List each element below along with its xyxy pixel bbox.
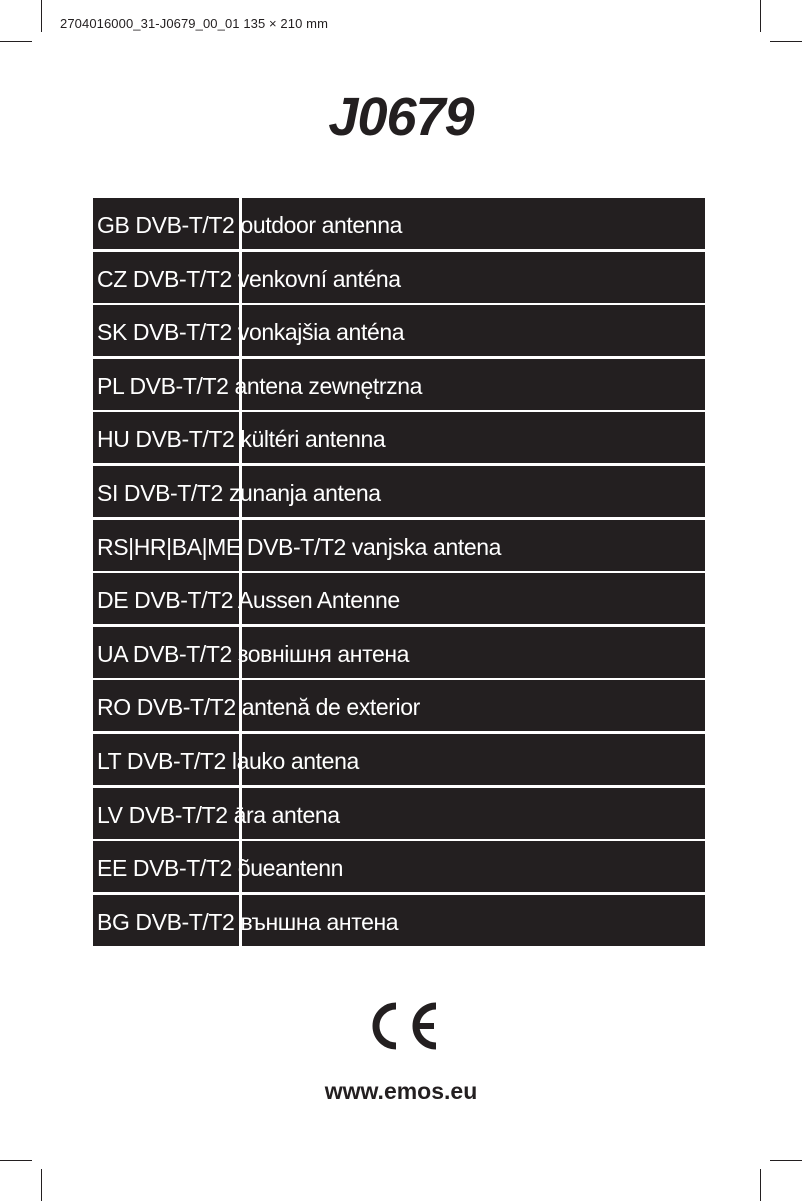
row-text: UA DVB-T/T2 зовнішня антена [97,640,410,667]
row-text: EE DVB-T/T2 õueantenn [97,855,344,882]
crop-mark [770,1160,802,1161]
row-text: SK DVB-T/T2 vonkajšia anténa [97,319,405,346]
table-row [93,680,705,731]
row-text: SI DVB-T/T2 zunanja antena [97,479,381,506]
table-row [93,734,705,785]
row-text: CZ DVB-T/T2 venkovní anténa [97,265,401,292]
row-text: BG DVB-T/T2 външна антена [97,908,399,935]
table-row [93,841,705,892]
crop-mark [770,41,802,42]
crop-mark [0,41,32,42]
product-title: J0679 [328,87,474,147]
table-row [93,788,705,839]
crop-mark [41,1169,42,1201]
ce-mark-icon [362,1000,442,1052]
table-row [93,466,705,517]
table-row [93,520,705,571]
row-text: GB DVB-T/T2 outdoor antenna [97,212,402,238]
language-table [93,198,705,948]
row-text: LT DVB-T/T2 lauko antena [97,747,359,774]
crop-mark [41,0,42,32]
row-text: LV DVB-T/T2 āra antena [97,801,340,828]
row-text: RS|HR|BA|ME DVB-T/T2 vanjska antena [97,533,502,560]
crop-mark [0,1160,32,1161]
table-row [93,412,705,463]
table-row [93,573,705,624]
row-text: PL DVB-T/T2 antena zewnętrzna [97,372,423,399]
table-row [93,252,705,303]
document-code: 2704016000_31-J0679_00_01 135 × 210 mm [60,16,328,31]
table-row [93,305,705,356]
crop-mark [760,0,761,32]
table-row [93,198,705,249]
row-text: HU DVB-T/T2 kültéri antenna [97,426,386,453]
crop-mark [760,1169,761,1201]
row-text: DE DVB-T/T2 Aussen Antenne [97,587,400,614]
table-row [93,627,705,678]
table-row [93,895,705,946]
table-row [93,359,705,410]
website-link[interactable]: www.emos.eu [324,1078,478,1104]
row-text: RO DVB-T/T2 antenă de exterior [97,694,420,721]
